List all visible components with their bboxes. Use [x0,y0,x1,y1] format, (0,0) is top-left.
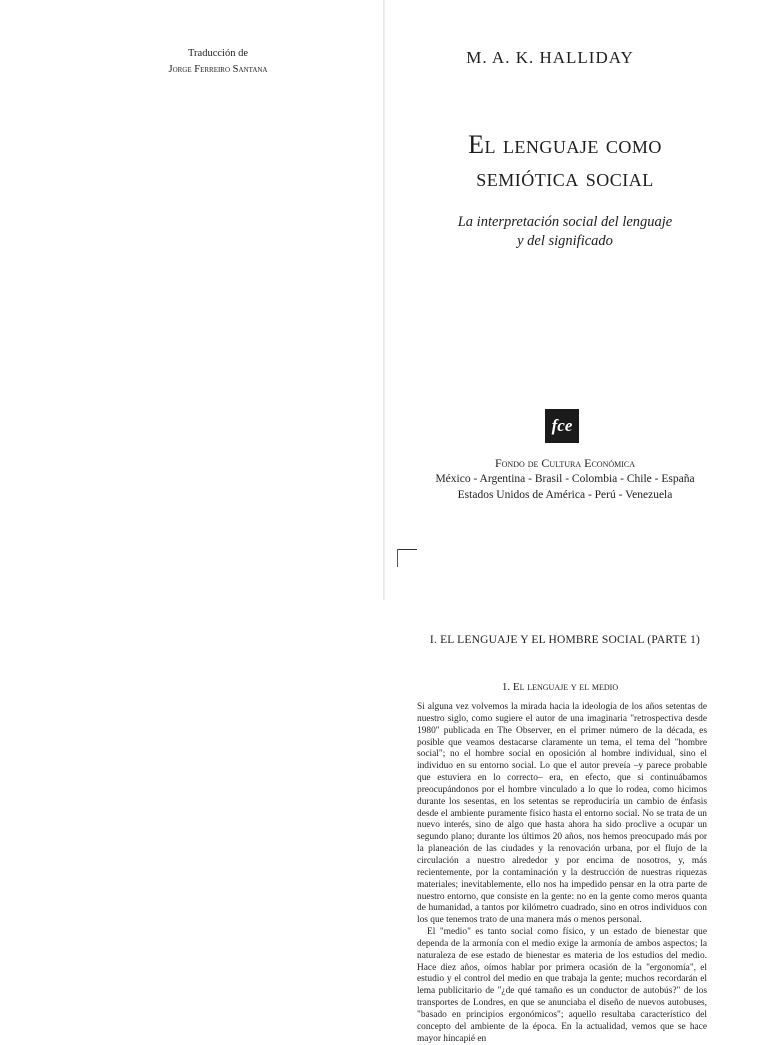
section-heading: 1. El lenguaje y el medio [501,681,619,693]
logo-text: fce [551,416,573,435]
publisher-block [420,455,710,503]
crop-mark [397,549,417,550]
author-name: M. A. K. HALLIDAY [466,48,634,67]
book-title [400,128,730,194]
title-line-2: semiótica social [476,163,654,192]
translation-label: Traducción de [188,48,248,59]
subtitle-line-2: y del significado [517,233,613,249]
paragraph-1: Si alguna vez volvemos la mirada hacia la ideología de los años setentas de nuestro siglo, como sugiere el autor de una imaginaria "retrospectiva desde 1980" publicada en The Observer, en el primer número de la década, es posible que veamos destacarse claramente un tema, el tema del "hombre social"; no el hombre social en oposición al hombre individual, sino el individuo en su entorno social. Lo que el autor preveía –y parece probable que estuviera en lo correcto– era, en efecto, que si continuábamos preocupándonos por el hombre vinculado a lo que lo rodea, como hicimos durante los sesentas, en los setentas se reproduciría un cambio de énfasis desde el ambiente puramente físico hasta el entorno social. No se trata de un nuevo interés, sino de algo que hasta ahora ha sido proclive a ocupar un segundo plano; durante los últimos 20 años, nos hemos preocupado más por la planeación de las ciudades y la renovación urbana, por el flujo de la circulación a nuestro alrededor y por encima de nosotros, y, más recientemente, por la contaminación y la destrucción de nuestras riquezas materiales; inevitablemente, ello nos ha impedido pensar en la otra parte de nuestro entorno, que consiste en la gente: no en la gente como meros quanta de humanidad, a tantos por kilómetro cuadrado, sino en otros individuos con los que tenemos trato de una manera más o menos personal. [417,702,707,926]
subtitle-line-1: La interpretación social del lenguaje [457,214,673,230]
translation-credit [150,46,286,78]
page-gutter [383,0,385,600]
book-subtitle [420,213,710,251]
publisher-countries-1: México - Argentina - Brasil - Colombia - Chile - España [435,473,695,485]
translator-name: Jorge Ferreiro Santana [168,64,268,75]
publisher-name: Fondo de Cultura Económica [494,456,636,470]
chapter-heading: I. EL LENGUAJE Y EL HOMBRE SOCIAL (PARTE 1) [429,634,701,646]
paragraph-2: El "medio" es tanto social como físico, y un estado de bienestar que dependa de la armonía con el medio exige la armonía de ambos aspectos; la naturaleza de ese estado de bienestar es materia de los estudios del medio. Hace diez años, oímos hablar por primera ocasión de la "ergonomía", el estudio y el control del medio en que trabaja la gente; muchos recordarán el lema publicitario de "¿de qué tamaño es un conductor de autobús?" de los transportes de Londres, en que se anunciaba el diseño de nuevos autobuses, "basado en principios ergonómicos"; aquello resultaba característico del concepto del ambiente de la época. En la actualidad, vemos que se hace mayor hincapié en [417,927,707,1044]
crop-mark-vertical [397,549,398,567]
title-line-1: El lenguaje como [468,130,662,159]
publisher-countries-2: Estados Unidos de América - Perú - Venezuela [457,489,673,501]
chapter-body [417,702,707,1044]
publisher-logo-icon [545,409,579,443]
